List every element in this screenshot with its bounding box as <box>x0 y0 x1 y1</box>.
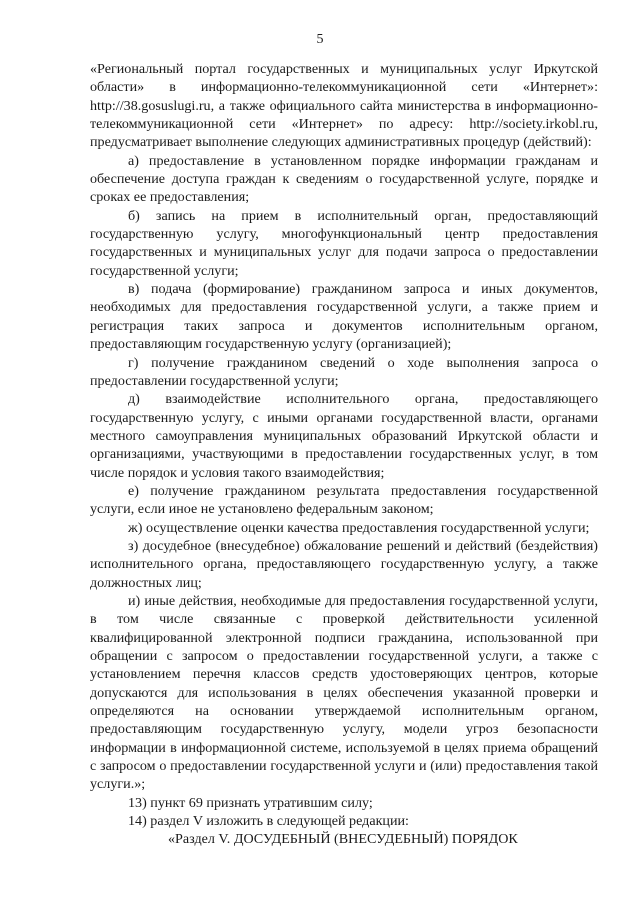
section-heading: «Раздел V. ДОСУДЕБНЫЙ (ВНЕСУДЕБНЫЙ) ПОРЯДОК <box>168 831 518 848</box>
paragraph-point-13: 13) пункт 69 признать утратившим силу; <box>128 794 373 811</box>
document-body <box>90 60 598 849</box>
paragraph-item-d: д) взаимодействие исполнительного органа, предоставляющего государственную услугу, с иными органами государственной власти, органами местного самоуправления муниципальных образований Иркутской области и организациями, участвующими в предоставлении государственных услуг, в том числе порядок и условия такого взаимодействия; <box>90 391 598 481</box>
paragraph-item-zh: ж) осуществление оценки качества предоставления государственной услуги; <box>128 519 590 536</box>
paragraph-item-b: б) запись на прием в исполнительный орган, предоставляющий государственную услугу, многофункциональный центр предоставления государственных и муниципальных услуг для подачи запроса о предоставлении государственной услуги; <box>90 207 598 279</box>
paragraph-portal-intro: «Региональный портал государственных и муниципальных услуг Иркутской области» в информационно-телекоммуникационной сети «Интернет»: http://38.gosuslugi.ru, а также официального сайта министерства в информационно-телекоммуникационной сети «Интернет» по адресу: http://society.irkobl.ru, предусматривает выполнение следующих административных процедур (действий): <box>90 61 598 151</box>
paragraph-item-i: и) иные действия, необходимые для предоставления государственной услуги, в том числе связанные с проверкой действительности усиленной квалифицированной электронной подписи гражданина, использованной при обращении с запросом о предоставлении государственной услуги, а также с установлением перечня классов средств удостоверяющих центров, которые допускаются для использования в целях обеспечения указанной проверки и определяются на основании утверждаемой исполнительным органом, предоставляющим государственную услугу, модели угроз безопасности информации в информационной системе, используемой в целях приема обращений с запросом о предоставлении государственной услуги и (или) предоставления такой услуги.»; <box>90 592 598 793</box>
paragraph-item-e: е) получение гражданином результата предоставления государственной услуги, если иное не установлено федеральным законом; <box>90 482 598 518</box>
paragraph-point-14: 14) раздел V изложить в следующей редакции: <box>128 813 409 830</box>
paragraph-item-g: г) получение гражданином сведений о ходе выполнения запроса о предоставлении государственной услуги; <box>90 354 598 389</box>
paragraph-item-a: а) предоставление в установленном порядке информации гражданам и обеспечение доступа граждан к сведениям о государственной услуге, порядке и сроках ее предоставления; <box>90 152 598 206</box>
page-number: 5 <box>316 32 324 47</box>
paragraph-item-v: в) подача (формирование) гражданином запроса и иных документов, необходимых для предоставления государственной услуги, а также прием и регистрация таких запроса и документов исполнительным органом, предоставляющим государственную услугу (организацией); <box>90 281 598 353</box>
paragraph-item-z: з) досудебное (внесудебное) обжалование решений и действий (бездействия) исполнительного органа, предоставляющего государственную услугу, а также должностных лиц; <box>90 537 598 591</box>
